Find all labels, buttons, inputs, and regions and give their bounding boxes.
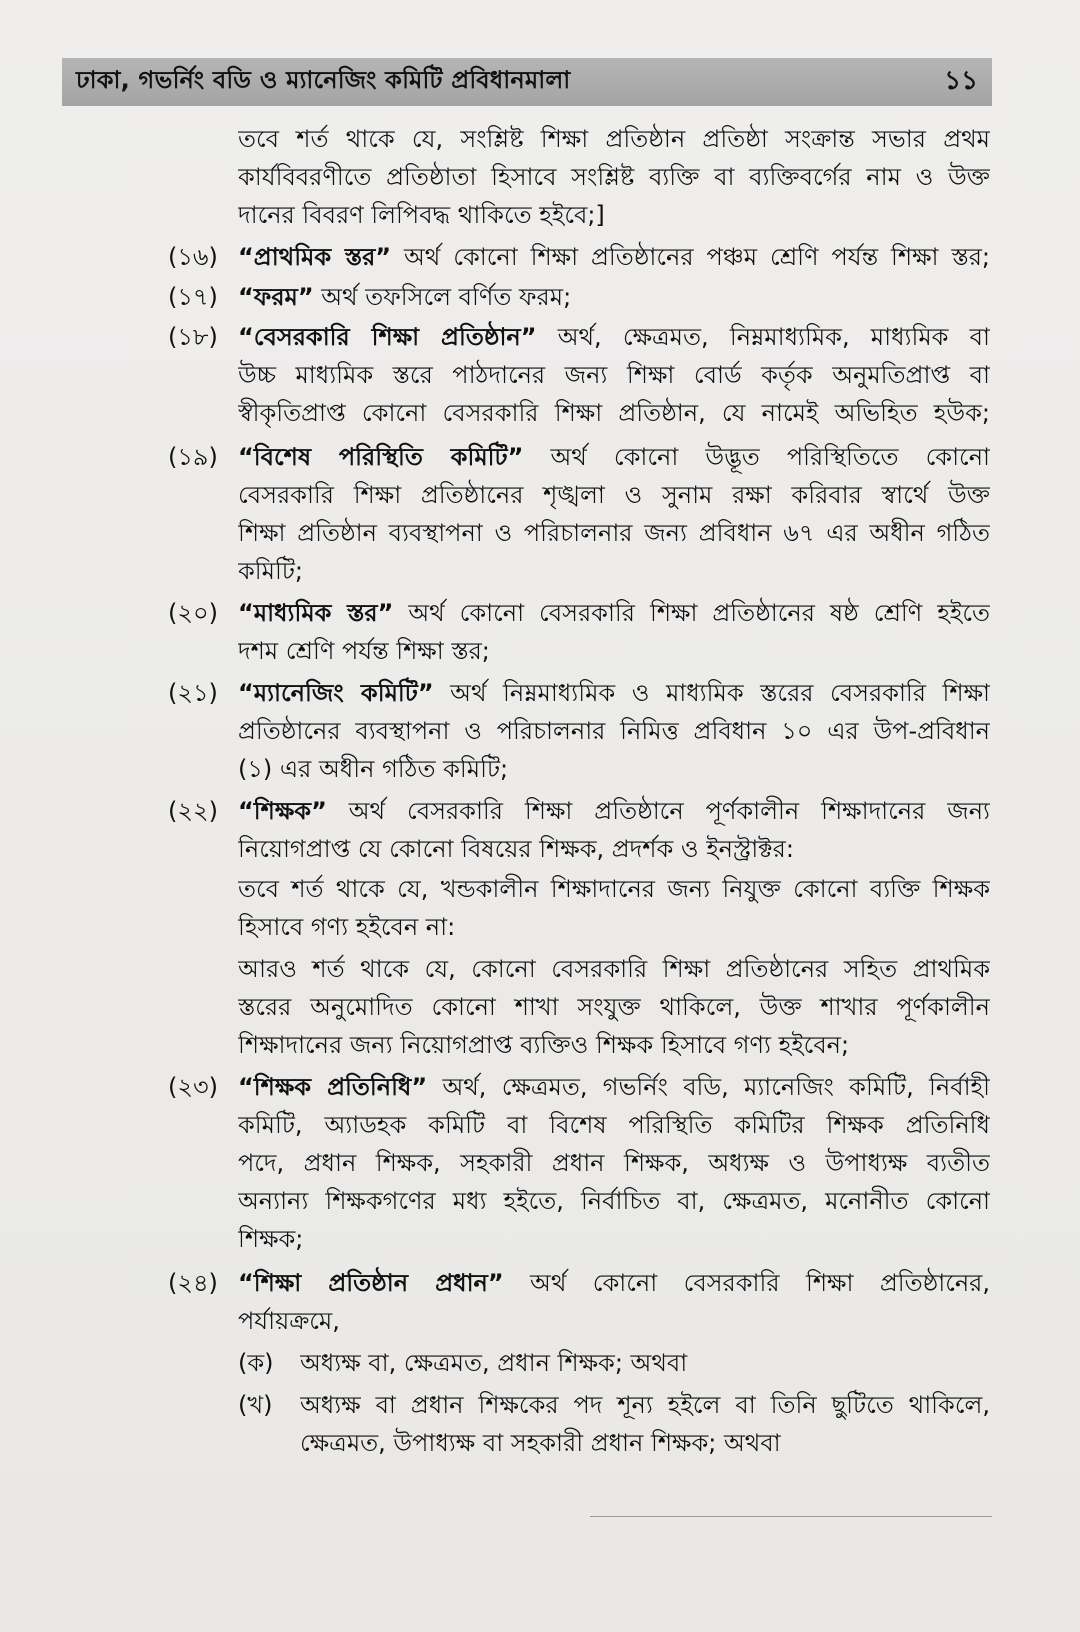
intro-line: কার্যবিবরণীতে প্রতিষ্ঠাতা হিসাবে সংশ্লিষ্ট ব্যক্তি বা ব্যক্তিবর্গের নাম ও উক্ত [238,163,990,191]
clause-line: শিক্ষাদানের জন্য নিয়োগপ্রাপ্ত ব্যক্তিও শিক্ষক হিসাবে গণ্য হইবেন; [238,1031,850,1059]
subclause-line: অধ্যক্ষ বা, ক্ষেত্রমত, প্রধান শিক্ষক; অথবা [300,1349,688,1377]
clause-number: (২২) [168,797,218,825]
subclause-label: (ক) [238,1349,274,1377]
clause-line: আরও শর্ত থাকে যে, কোনো বেসরকারি শিক্ষা প্রতিষ্ঠানের সহিত প্রাথমিক [238,955,990,983]
clause-line: “শিক্ষক প্রতিনিধি” অর্থ, ক্ষেত্রমত, গভর্নিং বডি, ম্যানেজিং কমিটি, নির্বাহী [238,1073,990,1101]
clause-number: (১৮) [168,323,218,351]
footnote-rule [590,1516,992,1517]
defined-term: “প্রাথমিক স্তর” [238,243,392,271]
clause-number: (২৩) [168,1073,218,1101]
defined-term: “বিশেষ পরিস্থিতি কমিটি” [238,443,524,471]
clause-number: (২৪) [168,1269,218,1297]
clause-line: “বিশেষ পরিস্থিতি কমিটি” অর্থ কোনো উদ্ভূত পরিস্থিতিতে কোনো [238,443,990,471]
clause-line: “শিক্ষা প্রতিষ্ঠান প্রধান” অর্থ কোনো বেসরকারি শিক্ষা প্রতিষ্ঠানের, [238,1269,990,1297]
clause-line: নিয়োগপ্রাপ্ত যে কোনো বিষয়ের শিক্ষক, প্রদর্শক ও ইনস্ট্রাক্টর: [238,835,794,863]
defined-term: “মাধ্যমিক স্তর” [238,599,394,627]
intro-line: দানের বিবরণ লিপিবদ্ধ থাকিতে হইবে;] [238,201,605,229]
header-title: ঢাকা, গভর্নিং বডি ও ম্যানেজিং কমিটি প্রবিধানমালা [76,66,571,94]
clause-line: শিক্ষক; [238,1225,304,1253]
clause-number: (২০) [168,599,218,627]
defined-term: “ফরম” [238,283,314,311]
clause-line: “মাধ্যমিক স্তর” অর্থ কোনো বেসরকারি শিক্ষা প্রতিষ্ঠানের ষষ্ঠ শ্রেণি হইতে [238,599,990,627]
clause-line: (১) এর অধীন গঠিত কমিটি; [238,755,509,783]
clause-line: “ম্যানেজিং কমিটি” অর্থ নিম্নমাধ্যমিক ও মাধ্যমিক স্তরের বেসরকারি শিক্ষা [238,679,990,707]
intro-line: তবে শর্ত থাকে যে, সংশ্লিষ্ট শিক্ষা প্রতিষ্ঠান প্রতিষ্ঠা সংক্রান্ত সভার প্রথম [238,125,990,153]
clause-line: অন্যান্য শিক্ষকগণের মধ্য হইতে, নির্বাচিত বা, ক্ষেত্রমত, মনোনীত কোনো [238,1187,990,1215]
clause-number: (১৭) [168,283,218,311]
clause-number: (২১) [168,679,218,707]
subclause-label: (খ) [238,1391,273,1419]
page-number: ১১ [944,66,978,96]
clause-line: কমিটি; [238,557,304,585]
clause-line: “বেসরকারি শিক্ষা প্রতিষ্ঠান” অর্থ, ক্ষেত্রমত, নিম্নমাধ্যমিক, মাধ্যমিক বা [238,323,990,351]
clause-line: উচ্চ মাধ্যমিক স্তরে পাঠদানের জন্য শিক্ষা বোর্ড কর্তৃক অনুমতিপ্রাপ্ত বা [238,361,990,389]
clause-line: তবে শর্ত থাকে যে, খন্ডকালীন শিক্ষাদানের জন্য নিযুক্ত কোনো ব্যক্তি শিক্ষক [238,875,990,903]
clause-line: কমিটি, অ্যাডহক কমিটি বা বিশেষ পরিস্থিতি কমিটির শিক্ষক প্রতিনিধি [238,1111,990,1139]
defined-term: “শিক্ষক প্রতিনিধি” [238,1073,428,1101]
clause-line: প্রতিষ্ঠানের ব্যবস্থাপনা ও পরিচালনার নিমিত্ত প্রবিধান ১০ এর উপ-প্রবিধান [238,717,990,745]
clause-line: হিসাবে গণ্য হইবেন না: [238,913,456,941]
defined-term: “শিক্ষা প্রতিষ্ঠান প্রধান” [238,1269,504,1297]
defined-term: “ম্যানেজিং কমিটি” [238,679,434,707]
subclause-line: ক্ষেত্রমত, উপাধ্যক্ষ বা সহকারী প্রধান শিক্ষক; অথবা [300,1429,781,1457]
defined-term: “বেসরকারি শিক্ষা প্রতিষ্ঠান” [238,323,537,351]
clause-line: স্বীকৃতিপ্রাপ্ত কোনো বেসরকারি শিক্ষা প্রতিষ্ঠান, যে নামেই অভিহিত হউক; [238,399,990,427]
clause-line: স্তরের অনুমোদিত কোনো শাখা সংযুক্ত থাকিলে, উক্ত শাখার পূর্ণকালীন [238,993,990,1021]
clause-line: দশম শ্রেণি পর্যন্ত শিক্ষা স্তর; [238,637,490,665]
clause-line: “প্রাথমিক স্তর” অর্থ কোনো শিক্ষা প্রতিষ্ঠানের পঞ্চম শ্রেণি পর্যন্ত শিক্ষা স্তর; [238,243,990,271]
clause-line: “শিক্ষক” অর্থ বেসরকারি শিক্ষা প্রতিষ্ঠানে পূর্ণকালীন শিক্ষাদানের জন্য [238,797,990,825]
clause-line: পর্যায়ক্রমে, [238,1307,340,1335]
clause-line: বেসরকারি শিক্ষা প্রতিষ্ঠানের শৃঙ্খলা ও সুনাম রক্ষা করিবার স্বার্থে উক্ত [238,481,990,509]
defined-term: “শিক্ষক” [238,797,327,825]
clause-number: (১৯) [168,443,218,471]
subclause-line: অধ্যক্ষ বা প্রধান শিক্ষকের পদ শূন্য হইলে বা তিনি ছুটিতে থাকিলে, [300,1391,990,1419]
clause-line: “ফরম” অর্থ তফসিলে বর্ণিত ফরম; [238,283,572,311]
clause-line: শিক্ষা প্রতিষ্ঠান ব্যবস্থাপনা ও পরিচালনার জন্য প্রবিধান ৬৭ এর অধীন গঠিত [238,519,990,547]
clause-line: পদে, প্রধান শিক্ষক, সহকারী প্রধান শিক্ষক, অধ্যক্ষ ও উপাধ্যক্ষ ব্যতীত [238,1149,990,1177]
clause-number: (১৬) [168,243,218,271]
